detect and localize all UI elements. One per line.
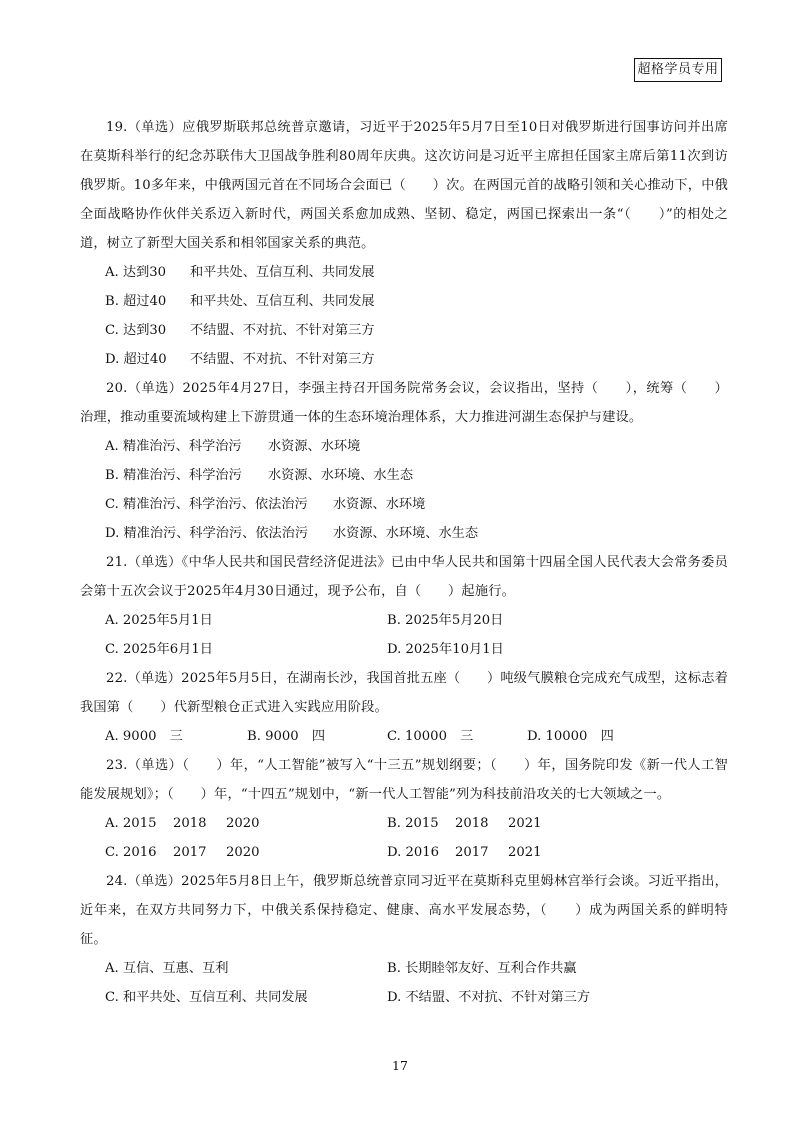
option-row <box>80 722 728 751</box>
question-21 <box>80 548 728 664</box>
option-row <box>80 490 728 519</box>
question-20 <box>80 374 728 548</box>
option-a-year-3: 2020 <box>226 816 260 831</box>
option-c-year-2: 2017 <box>173 845 207 860</box>
option-c-year-3: 2020 <box>226 845 260 860</box>
option-d-year-2: 2017 <box>455 845 489 860</box>
option-row <box>80 838 728 867</box>
option-c-text: 水资源、水环境 <box>333 497 426 512</box>
option-c: C. 10000 三 <box>387 729 474 744</box>
student-only-badge: 超格学员专用 <box>634 58 722 82</box>
option-row <box>80 635 728 664</box>
option-d-year-1: D. 2016 <box>387 845 440 860</box>
option-a-year-2: 2018 <box>173 816 207 831</box>
option-row <box>80 287 728 316</box>
option-b-year-3: 2021 <box>508 816 542 831</box>
question-22 <box>80 664 728 751</box>
option-a: A. 2025年5月1日 <box>105 613 213 628</box>
option-d-label: D. 超过40 <box>105 352 167 367</box>
page-number: 17 <box>392 1058 408 1073</box>
option-c-label: C. 精准治污、科学治污、依法治污 <box>105 497 308 512</box>
option-a-text: 和平共处、互信互利、共同发展 <box>190 265 375 280</box>
option-row <box>80 345 728 374</box>
option-a-label: A. 精准治污、科学治污 <box>105 439 242 454</box>
option-row <box>80 983 728 1012</box>
question-19 <box>80 113 728 374</box>
option-a-label: A. 达到30 <box>105 265 167 280</box>
option-d: D. 10000 四 <box>527 729 614 744</box>
option-b: B. 长期睦邻友好、互利合作共赢 <box>387 961 577 976</box>
option-b: B. 2025年5月20日 <box>387 613 504 628</box>
option-row <box>80 258 728 287</box>
question-23 <box>80 751 728 867</box>
question-24 <box>80 867 728 1012</box>
option-c: C. 和平共处、互信互利、共同发展 <box>105 990 308 1005</box>
option-row <box>80 809 728 838</box>
option-a: A. 9000 三 <box>105 729 183 744</box>
option-d: D. 不结盟、不对抗、不针对第三方 <box>387 990 591 1005</box>
option-b-text: 和平共处、互信互利、共同发展 <box>190 294 375 309</box>
question-stem: 22.（单选）2025年5月5日，在湖南长沙，我国首批五座（ ）吨级气膜粮仓完成充气成型，这标志着我国第（ ）代新型粮仓正式进入实践应用阶段。 <box>80 671 728 715</box>
option-c-year-1: C. 2016 <box>105 845 157 860</box>
option-d: D. 2025年10月1日 <box>387 642 504 657</box>
option-c-label: C. 达到30 <box>105 323 167 338</box>
question-stem: 20.（单选）2025年4月27日，李强主持召开国务院常务会议，会议指出，坚持（ ），统筹（ ）治理，推动重要流域构建上下游贯通一体的生态环境治理体系，大力推进河湖生态保护与建设。 <box>80 381 728 425</box>
option-d-year-3: 2021 <box>508 845 542 860</box>
question-stem: 23.（单选）（ ）年，“人工智能”被写入“十三五”规划纲要；（ ）年，国务院印发《新一代人工智能发展规划》；（ ）年，“十四五”规划中，“新一代人工智能”列为科技前沿攻关的七大领域之一。 <box>80 758 728 802</box>
question-page <box>80 113 728 1012</box>
question-stem: 24.（单选）2025年5月8日上午，俄罗斯总统普京同习近平在莫斯科克里姆林宫举行会谈。习近平指出，近年来，在双方共同努力下，中俄关系保持稳定、健康、高水平发展态势，（ ）成为两国关系的鲜明特征。 <box>80 874 728 947</box>
option-a-year-1: A. 2015 <box>105 816 157 831</box>
option-a-text: 水资源、水环境 <box>268 439 361 454</box>
option-b-year-1: B. 2015 <box>387 816 439 831</box>
option-c-text: 不结盟、不对抗、不针对第三方 <box>190 323 375 338</box>
option-row <box>80 432 728 461</box>
option-a: A. 互信、互惠、互利 <box>105 961 229 976</box>
option-b-label: B. 精准治污、科学治污 <box>105 468 242 483</box>
option-row <box>80 461 728 490</box>
option-b-text: 水资源、水环境、水生态 <box>268 468 414 483</box>
option-row <box>80 606 728 635</box>
option-row <box>80 519 728 548</box>
option-c: C. 2025年6月1日 <box>105 642 213 657</box>
option-b-label: B. 超过40 <box>105 294 167 309</box>
question-stem: 21.（单选）《中华人民共和国民营经济促进法》已由中华人民共和国第十四届全国人民代表大会常务委员会第十五次会议于2025年4月30日通过，现予公布，自（ ）起施行。 <box>80 555 728 599</box>
option-b: B. 9000 四 <box>247 729 326 744</box>
option-row <box>80 316 728 345</box>
option-d-text: 水资源、水环境、水生态 <box>333 526 479 541</box>
option-row <box>80 954 728 983</box>
option-b-year-2: 2018 <box>455 816 489 831</box>
question-stem: 19.（单选）应俄罗斯联邦总统普京邀请，习近平于2025年5月7日至10日对俄罗斯进行国事访问并出席在莫斯科举行的纪念苏联伟大卫国战争胜利80周年庆典。这次访问是习近平主席担任国家主席后第11次到访俄罗斯。10多年来，中俄两国元首在不同场合会面已（ ）次。在两国元首的战略引领和关心推动下，中俄全面战略协作伙伴关系迈入新时代，两国关系愈加成熟、坚韧、稳定，两国已探索出一条“（ ）”的相处之道，树立了新型大国关系和相邻国家关系的典范。 <box>80 120 728 251</box>
option-d-text: 不结盟、不对抗、不针对第三方 <box>190 352 375 367</box>
option-d-label: D. 精准治污、科学治污、依法治污 <box>105 526 309 541</box>
